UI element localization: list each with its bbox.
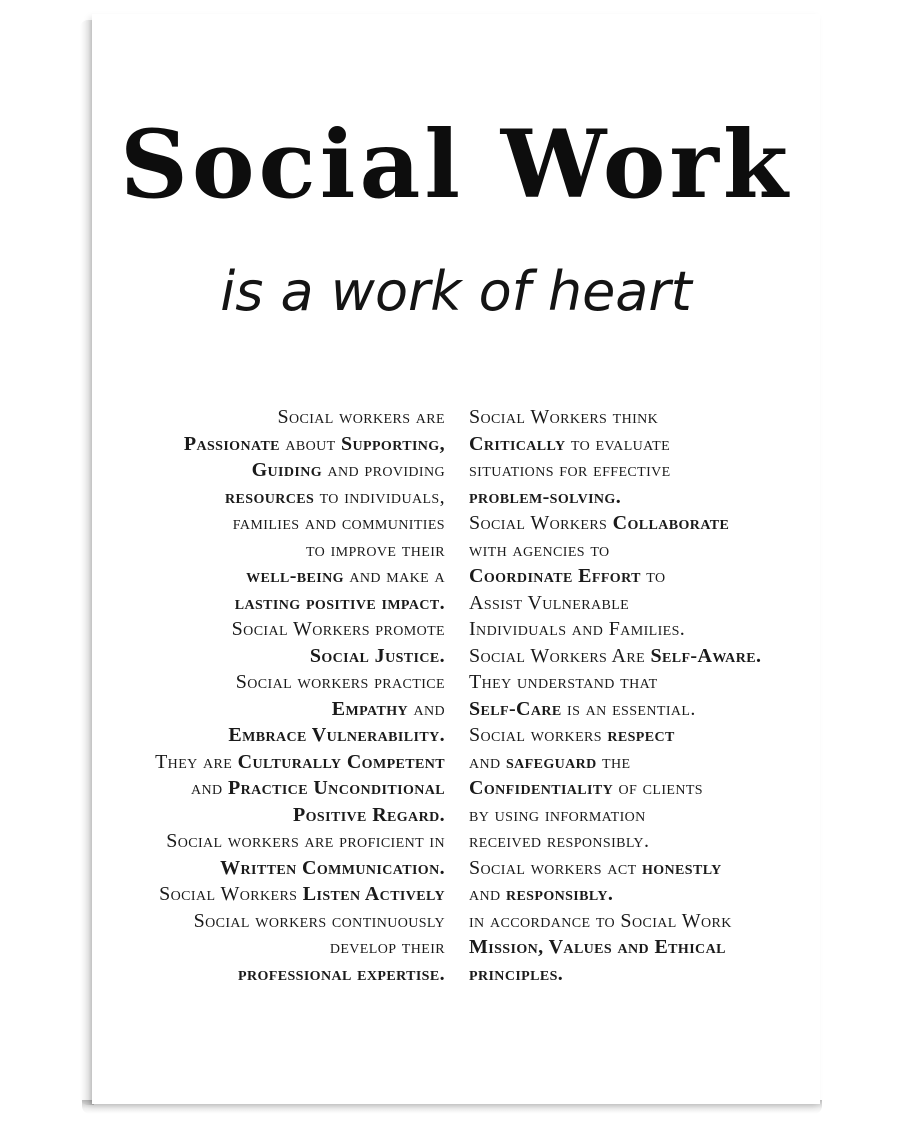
body-text: is an essential. xyxy=(561,697,696,720)
body-text: in accordance to Social Work xyxy=(469,909,732,932)
text-line xyxy=(469,775,761,802)
emphasis-text: resources xyxy=(225,485,315,508)
right-text-column xyxy=(469,404,761,987)
body-text: Assist Vulnerable xyxy=(469,591,630,614)
text-line xyxy=(155,881,445,908)
body-text: Social Workers xyxy=(159,883,303,905)
body-text: the xyxy=(596,750,631,773)
text-line xyxy=(155,457,445,484)
emphasis-text: Culturally Competent xyxy=(237,750,445,773)
text-line xyxy=(155,908,445,935)
text-line xyxy=(155,616,445,643)
body-text: Social Workers xyxy=(469,512,613,534)
body-text: Social workers act xyxy=(469,856,642,879)
body-text: They understand that xyxy=(469,671,658,693)
text-line xyxy=(155,643,445,670)
text-line xyxy=(155,828,445,855)
text-line xyxy=(155,537,445,564)
emphasis-text: Confidentiality xyxy=(469,777,614,799)
poster-title: Social Work xyxy=(119,110,793,220)
text-line xyxy=(469,696,761,723)
text-line xyxy=(469,404,761,431)
text-line xyxy=(155,696,445,723)
text-line xyxy=(155,802,445,829)
body-text: families and communities xyxy=(232,512,445,534)
emphasis-text: Guiding xyxy=(251,459,323,481)
body-text: to evaluate xyxy=(565,432,671,455)
emphasis-text: Practice Unconditional xyxy=(227,777,445,799)
emphasis-text: Self-Care xyxy=(469,697,562,720)
text-line xyxy=(469,669,761,696)
emphasis-text: responsibly. xyxy=(505,883,614,905)
body-text: and make a xyxy=(343,565,445,587)
emphasis-text: Critically xyxy=(469,432,566,455)
text-line xyxy=(469,802,761,829)
body-text: by using information xyxy=(469,803,646,826)
left-text-column xyxy=(155,404,445,987)
body-text: Social Workers think xyxy=(469,406,659,428)
body-text: develop their xyxy=(329,936,445,958)
text-line xyxy=(155,484,445,511)
text-line xyxy=(469,881,761,908)
emphasis-text: Embrace Vulnerability. xyxy=(228,724,445,746)
emphasis-text: Passionate xyxy=(183,432,280,455)
emphasis-text: Self-Aware. xyxy=(650,644,762,667)
body-text: with agencies to xyxy=(469,538,610,561)
body-text: about xyxy=(279,432,341,455)
emphasis-text: honestly xyxy=(641,856,722,879)
text-line xyxy=(155,934,445,961)
body-text: of clients xyxy=(613,777,703,799)
emphasis-text: safeguard xyxy=(505,750,597,773)
body-text: to improve their xyxy=(305,538,445,561)
text-line xyxy=(469,855,761,882)
text-line xyxy=(155,669,445,696)
body-text: They are xyxy=(155,750,238,773)
body-text: Social workers xyxy=(469,724,608,746)
body-text: and xyxy=(408,697,445,720)
poster xyxy=(92,14,820,1104)
text-line xyxy=(155,563,445,590)
body-text: Social Workers promote xyxy=(231,618,445,640)
poster-subtitle: is a work of heart xyxy=(220,260,692,323)
body-text: and xyxy=(469,883,506,905)
text-line xyxy=(469,510,761,537)
text-line xyxy=(469,484,761,511)
text-line xyxy=(469,563,761,590)
body-text: to xyxy=(640,565,666,587)
emphasis-text: Coordinate Effort xyxy=(469,565,641,587)
body-text: situations for effective xyxy=(469,459,671,481)
text-line xyxy=(469,828,761,855)
text-line xyxy=(155,775,445,802)
text-line xyxy=(155,722,445,749)
emphasis-text: Social Justice. xyxy=(309,644,445,667)
text-line xyxy=(469,590,761,617)
text-line xyxy=(469,643,761,670)
emphasis-text: problem-solving. xyxy=(469,485,622,508)
emphasis-text: well-being xyxy=(246,565,344,587)
text-line xyxy=(469,431,761,458)
body-text: Social Workers Are xyxy=(469,644,651,667)
text-line xyxy=(469,961,761,988)
text-line xyxy=(469,934,761,961)
body-text: Social workers continuously xyxy=(193,909,445,932)
text-line xyxy=(469,908,761,935)
emphasis-text: professional expertise. xyxy=(238,962,445,985)
text-line xyxy=(155,749,445,776)
body-text: and xyxy=(469,750,506,773)
text-line xyxy=(155,510,445,537)
body-text: received responsibly. xyxy=(469,830,650,852)
emphasis-text: Listen Actively xyxy=(302,883,445,905)
emphasis-text: Written Communication. xyxy=(220,856,445,879)
text-line xyxy=(155,404,445,431)
text-line xyxy=(155,961,445,988)
body-text: and providing xyxy=(322,459,445,481)
emphasis-text: Mission, Values and Ethical xyxy=(469,936,726,958)
body-text: Individuals and Families. xyxy=(469,618,686,640)
body-text: Social workers are proficient in xyxy=(166,830,445,852)
emphasis-text: Supporting, xyxy=(340,432,445,455)
text-line xyxy=(469,537,761,564)
text-line xyxy=(155,590,445,617)
emphasis-text: Collaborate xyxy=(612,512,730,534)
text-line xyxy=(469,457,761,484)
emphasis-text: principles. xyxy=(469,962,564,985)
emphasis-text: lasting positive impact. xyxy=(234,591,445,614)
text-line xyxy=(469,722,761,749)
text-line xyxy=(469,749,761,776)
body-text: to individuals, xyxy=(314,485,445,508)
text-line xyxy=(155,431,445,458)
text-line xyxy=(469,616,761,643)
body-text: Social workers practice xyxy=(235,671,445,693)
emphasis-text: Empathy xyxy=(331,697,409,720)
body-text: Social workers are xyxy=(277,406,445,428)
emphasis-text: respect xyxy=(607,724,675,746)
emphasis-text: Positive Regard. xyxy=(293,803,445,826)
text-line xyxy=(155,855,445,882)
body-text: and xyxy=(191,777,228,799)
